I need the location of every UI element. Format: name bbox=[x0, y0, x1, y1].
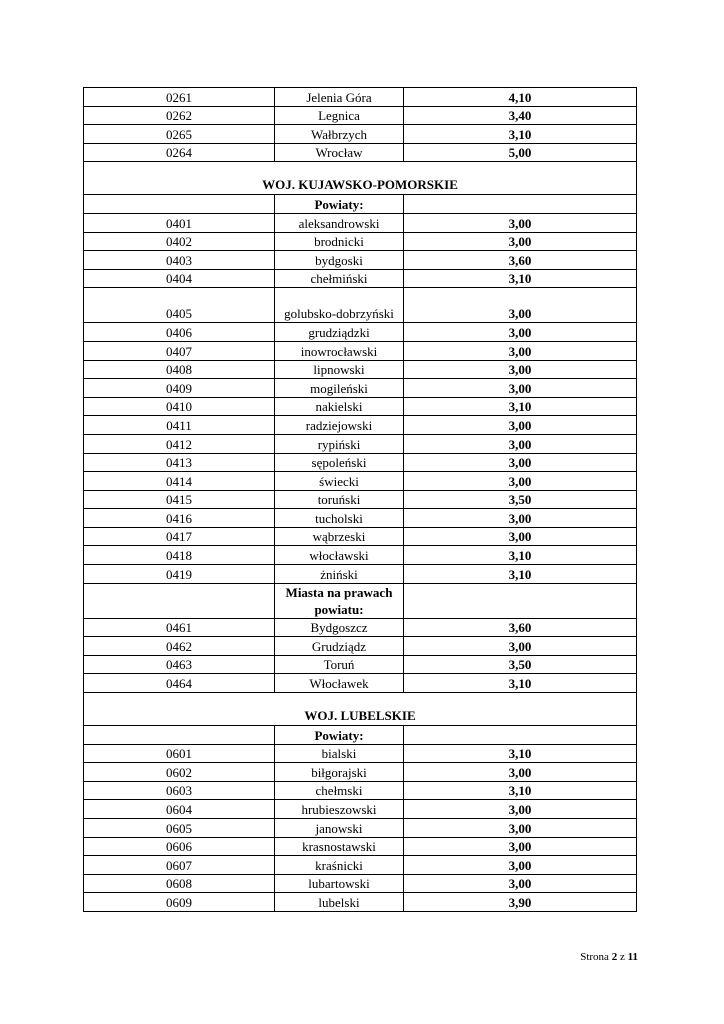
empty-cell bbox=[84, 583, 275, 618]
row-name: grudziądzki bbox=[275, 323, 404, 342]
table-row bbox=[84, 143, 637, 162]
footer-page-total: 11 bbox=[627, 951, 638, 963]
row-code: 0609 bbox=[84, 893, 275, 912]
table-row bbox=[84, 837, 637, 856]
rates-table-body bbox=[84, 88, 637, 912]
row-code: 0410 bbox=[84, 397, 275, 416]
row-value: 3,90 bbox=[404, 893, 637, 912]
subheader-label: Powiaty: bbox=[275, 195, 404, 214]
page-footer bbox=[580, 951, 638, 963]
row-code: 0419 bbox=[84, 565, 275, 584]
row-value: 3,00 bbox=[404, 360, 637, 379]
table-row bbox=[84, 744, 637, 763]
row-value: 3,60 bbox=[404, 251, 637, 270]
row-value: 3,00 bbox=[404, 434, 637, 453]
row-name: bialski bbox=[275, 744, 404, 763]
row-value: 3,10 bbox=[404, 546, 637, 565]
table-row bbox=[84, 288, 637, 323]
table-row bbox=[84, 88, 637, 107]
row-name: lubelski bbox=[275, 893, 404, 912]
row-value: 3,50 bbox=[404, 655, 637, 674]
row-name: świecki bbox=[275, 472, 404, 491]
table-row bbox=[84, 655, 637, 674]
table-row bbox=[84, 618, 637, 637]
row-name: chełmiński bbox=[275, 269, 404, 288]
row-code: 0411 bbox=[84, 416, 275, 435]
row-code: 0604 bbox=[84, 800, 275, 819]
row-value: 3,00 bbox=[404, 527, 637, 546]
row-code: 0601 bbox=[84, 744, 275, 763]
row-value: 3,40 bbox=[404, 106, 637, 125]
row-value: 3,10 bbox=[404, 397, 637, 416]
row-name: Bydgoszcz bbox=[275, 618, 404, 637]
row-name: żniński bbox=[275, 565, 404, 584]
row-code: 0416 bbox=[84, 509, 275, 528]
row-name: brodnicki bbox=[275, 232, 404, 251]
row-name: rypiński bbox=[275, 434, 404, 453]
row-code: 0414 bbox=[84, 472, 275, 491]
row-code: 0603 bbox=[84, 781, 275, 800]
table-row bbox=[84, 637, 637, 656]
row-name: krasnostawski bbox=[275, 837, 404, 856]
table-row bbox=[84, 856, 637, 875]
table-row bbox=[84, 251, 637, 270]
subheader-row bbox=[84, 583, 637, 618]
row-code: 0404 bbox=[84, 269, 275, 288]
footer-page-number: 2 bbox=[611, 951, 618, 963]
row-code: 0402 bbox=[84, 232, 275, 251]
table-row bbox=[84, 527, 637, 546]
table-row bbox=[84, 323, 637, 342]
row-code: 0407 bbox=[84, 341, 275, 360]
row-code: 0463 bbox=[84, 655, 275, 674]
table-row bbox=[84, 360, 637, 379]
row-value: 3,00 bbox=[404, 837, 637, 856]
row-code: 0462 bbox=[84, 637, 275, 656]
rates-table bbox=[83, 87, 637, 912]
row-name: aleksandrowski bbox=[275, 213, 404, 232]
row-name: Toruń bbox=[275, 655, 404, 674]
table-row bbox=[84, 232, 637, 251]
row-value: 3,00 bbox=[404, 341, 637, 360]
table-row bbox=[84, 781, 637, 800]
section-title: WOJ. LUBELSKIE bbox=[84, 693, 637, 726]
row-name: bydgoski bbox=[275, 251, 404, 270]
row-name: włocławski bbox=[275, 546, 404, 565]
row-name: Wałbrzych bbox=[275, 125, 404, 144]
row-name: Jelenia Góra bbox=[275, 88, 404, 107]
row-code: 0262 bbox=[84, 106, 275, 125]
row-code: 0418 bbox=[84, 546, 275, 565]
table-row bbox=[84, 819, 637, 838]
row-value: 3,10 bbox=[404, 269, 637, 288]
row-code: 0464 bbox=[84, 674, 275, 693]
table-row bbox=[84, 397, 637, 416]
row-code: 0409 bbox=[84, 379, 275, 398]
empty-cell bbox=[404, 583, 637, 618]
table-row bbox=[84, 674, 637, 693]
row-name: sępoleński bbox=[275, 453, 404, 472]
row-code: 0406 bbox=[84, 323, 275, 342]
table-row bbox=[84, 434, 637, 453]
row-value: 5,00 bbox=[404, 143, 637, 162]
table-row bbox=[84, 763, 637, 782]
table-row bbox=[84, 341, 637, 360]
row-code: 0265 bbox=[84, 125, 275, 144]
row-name: kraśnicki bbox=[275, 856, 404, 875]
row-code: 0413 bbox=[84, 453, 275, 472]
row-value: 4,10 bbox=[404, 88, 637, 107]
row-value: 3,00 bbox=[404, 856, 637, 875]
row-code: 0602 bbox=[84, 763, 275, 782]
row-value: 3,00 bbox=[404, 416, 637, 435]
row-value: 3,00 bbox=[404, 800, 637, 819]
row-value: 3,00 bbox=[404, 763, 637, 782]
row-name: chełmski bbox=[275, 781, 404, 800]
row-value: 3,10 bbox=[404, 125, 637, 144]
row-name: hrubieszowski bbox=[275, 800, 404, 819]
row-value: 3,60 bbox=[404, 618, 637, 637]
table-row bbox=[84, 565, 637, 584]
empty-cell bbox=[404, 195, 637, 214]
row-value: 3,00 bbox=[404, 232, 637, 251]
row-code: 0264 bbox=[84, 143, 275, 162]
row-name: tucholski bbox=[275, 509, 404, 528]
table-row bbox=[84, 106, 637, 125]
table-row bbox=[84, 125, 637, 144]
row-name: biłgorajski bbox=[275, 763, 404, 782]
row-value: 3,00 bbox=[404, 637, 637, 656]
table-row bbox=[84, 800, 637, 819]
row-value: 3,10 bbox=[404, 565, 637, 584]
row-name: Włocławek bbox=[275, 674, 404, 693]
row-code: 0608 bbox=[84, 874, 275, 893]
row-name: lipnowski bbox=[275, 360, 404, 379]
row-code: 0401 bbox=[84, 213, 275, 232]
section-header-row bbox=[84, 162, 637, 195]
row-name: wąbrzeski bbox=[275, 527, 404, 546]
table-row bbox=[84, 472, 637, 491]
subheader-row bbox=[84, 726, 637, 745]
row-value: 3,00 bbox=[404, 323, 637, 342]
subheader-row bbox=[84, 195, 637, 214]
table-row bbox=[84, 269, 637, 288]
row-name: nakielski bbox=[275, 397, 404, 416]
row-code: 0405 bbox=[84, 288, 275, 323]
row-value: 3,50 bbox=[404, 490, 637, 509]
row-name: Grudziądz bbox=[275, 637, 404, 656]
empty-cell bbox=[404, 726, 637, 745]
table-row bbox=[84, 453, 637, 472]
row-name: Legnica bbox=[275, 106, 404, 125]
row-code: 0417 bbox=[84, 527, 275, 546]
row-name: radziejowski bbox=[275, 416, 404, 435]
empty-cell bbox=[84, 195, 275, 214]
table-row bbox=[84, 213, 637, 232]
row-code: 0415 bbox=[84, 490, 275, 509]
table-row bbox=[84, 546, 637, 565]
section-title: WOJ. KUJAWSKO-POMORSKIE bbox=[84, 162, 637, 195]
row-value: 3,10 bbox=[404, 744, 637, 763]
row-code: 0461 bbox=[84, 618, 275, 637]
row-code: 0607 bbox=[84, 856, 275, 875]
row-name: golubsko-dobrzyński bbox=[275, 288, 404, 323]
row-code: 0606 bbox=[84, 837, 275, 856]
subheader-label: Powiaty: bbox=[275, 726, 404, 745]
row-name: inowrocławski bbox=[275, 341, 404, 360]
row-value: 3,00 bbox=[404, 213, 637, 232]
row-value: 3,00 bbox=[404, 472, 637, 491]
row-name: mogileński bbox=[275, 379, 404, 398]
row-name: Wrocław bbox=[275, 143, 404, 162]
row-value: 3,00 bbox=[404, 453, 637, 472]
row-value: 3,00 bbox=[404, 379, 637, 398]
table-row bbox=[84, 490, 637, 509]
row-name: toruński bbox=[275, 490, 404, 509]
section-header-row bbox=[84, 693, 637, 726]
row-code: 0403 bbox=[84, 251, 275, 270]
table-row bbox=[84, 379, 637, 398]
empty-cell bbox=[84, 726, 275, 745]
row-value: 3,00 bbox=[404, 874, 637, 893]
subheader-label: Miasta na prawach powiatu: bbox=[275, 583, 404, 618]
row-code: 0412 bbox=[84, 434, 275, 453]
table-row bbox=[84, 416, 637, 435]
row-name: janowski bbox=[275, 819, 404, 838]
row-name: lubartowski bbox=[275, 874, 404, 893]
row-code: 0605 bbox=[84, 819, 275, 838]
row-value: 3,00 bbox=[404, 509, 637, 528]
footer-separator: z bbox=[619, 951, 625, 963]
table-row bbox=[84, 509, 637, 528]
row-value: 3,00 bbox=[404, 819, 637, 838]
row-value: 3,00 bbox=[404, 288, 637, 323]
row-code: 0408 bbox=[84, 360, 275, 379]
row-value: 3,10 bbox=[404, 781, 637, 800]
footer-label: Strona bbox=[580, 951, 609, 963]
row-code: 0261 bbox=[84, 88, 275, 107]
row-value: 3,10 bbox=[404, 674, 637, 693]
table-row bbox=[84, 893, 637, 912]
table-row bbox=[84, 874, 637, 893]
